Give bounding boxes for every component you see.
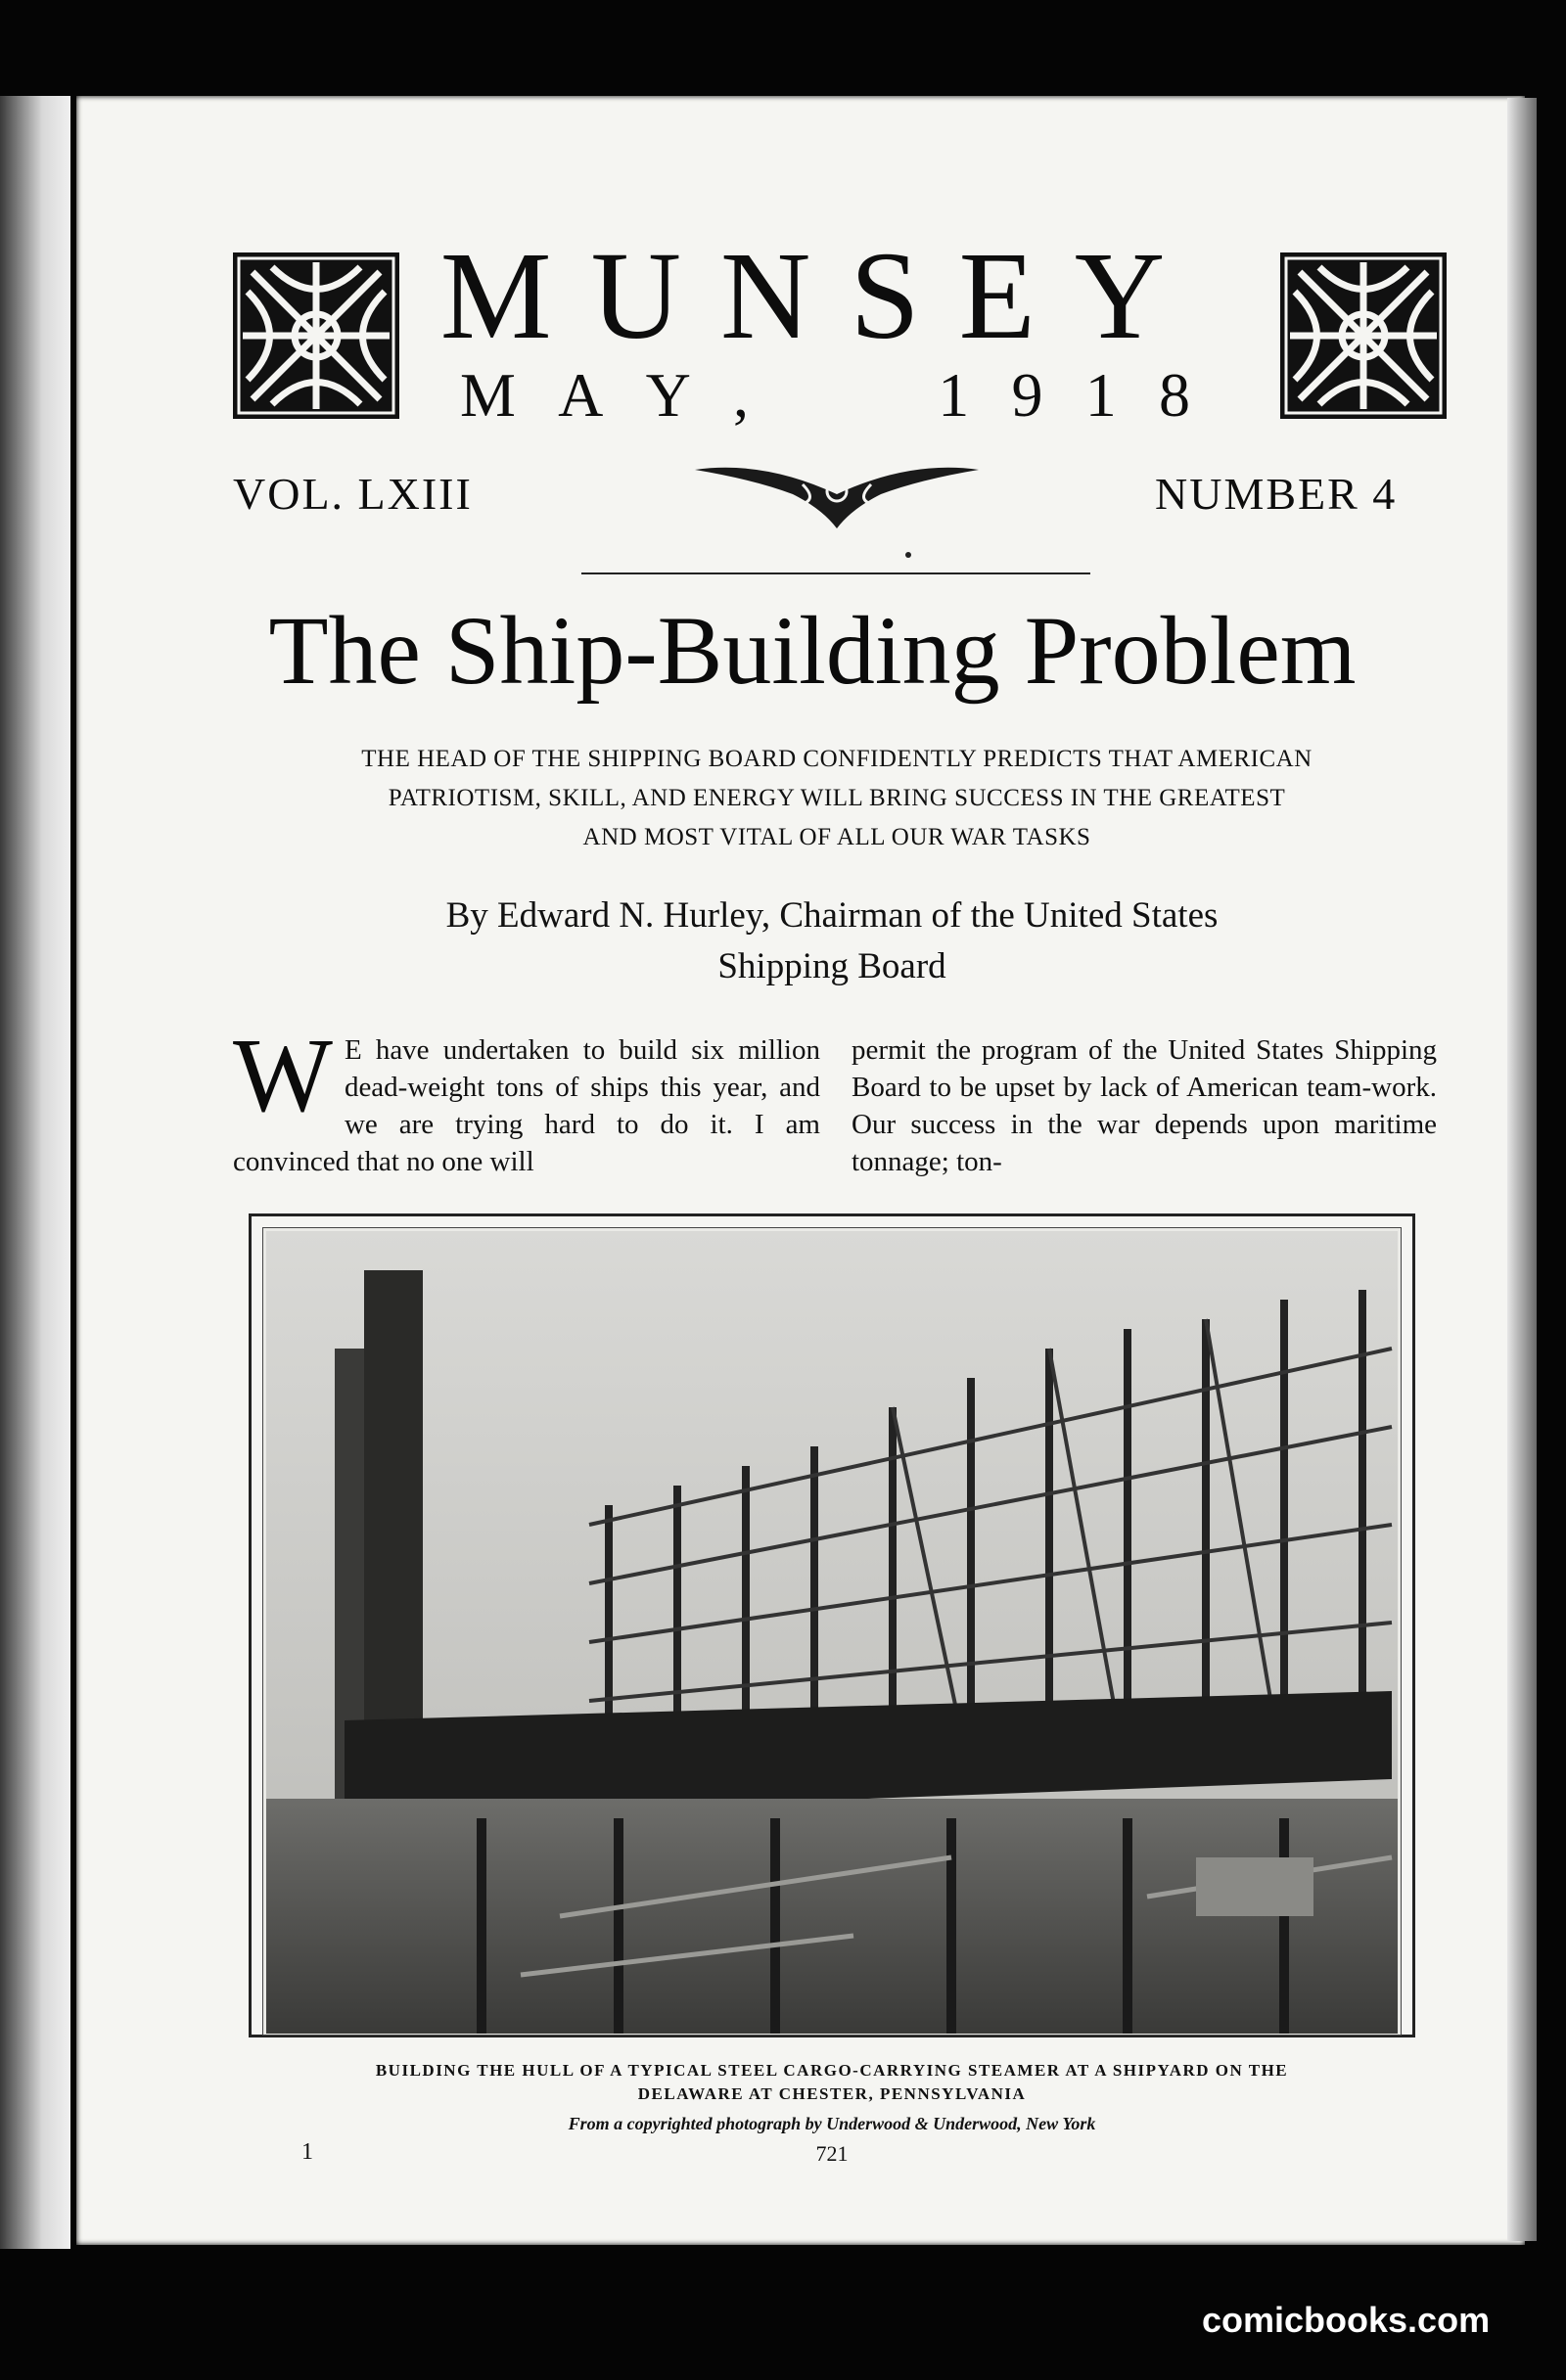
article-deck: THE HEAD OF THE SHIPPING BOARD CONFIDENTLY PREDICTS THAT AMERICAN PATRIOTISM, SKILL, AND ENERGY WILL BRING SUCCESS IN THE GREATEST AND MOST VITAL OF ALL OUR WAR TASKS [361, 746, 1313, 850]
page-binding-shadow [1507, 98, 1537, 2241]
shipyard-photograph [266, 1231, 1398, 2034]
issue-date: M A Y , 1 9 1 8 [460, 360, 1223, 430]
figure-caption: BUILDING THE HULL OF A TYPICAL STEEL CARGO-CARRYING STEAMER AT A SHIPYARD ON THE DELAWARE AT CHESTER, PENNSYLVANIA [375, 2061, 1289, 2103]
ornament-dot [905, 552, 911, 558]
page-number: 721 [815, 2141, 849, 2166]
adjacent-page-edge [0, 96, 70, 2249]
signature-mark: 1 [301, 2139, 313, 2165]
celtic-knot-ornament-left-icon [233, 252, 399, 419]
drop-cap: W [233, 1018, 333, 1134]
issue-number-label: NUMBER 4 [1155, 469, 1398, 519]
photo-credit: From a copyrighted photograph by Underwood & Underwood, New York [568, 2114, 1096, 2133]
site-watermark: comicbooks.com [1202, 2300, 1491, 2340]
celtic-knot-ornament-right-icon [1280, 252, 1447, 419]
article-byline: By Edward N. Hurley, Chairman of the United States Shipping Board [445, 895, 1219, 986]
article-headline: The Ship-Building Problem [268, 596, 1357, 705]
body-column-left: W E have undertaken to build six million dead-weight tons of ships this year, and we are trying hard to do it. I am convinced that no one will [233, 1018, 820, 1177]
volume-label: VOL. LXIII [233, 469, 473, 519]
body-column-right: permit the program of the United States Shipping Board to be upset by lack of American team-work. Our success in the war depends upon maritime tonnage; ton- [852, 1034, 1437, 1177]
section-divider [581, 572, 1090, 574]
masthead-title: MUNSEY [439, 226, 1205, 365]
scroll-flourish-icon [685, 450, 989, 538]
